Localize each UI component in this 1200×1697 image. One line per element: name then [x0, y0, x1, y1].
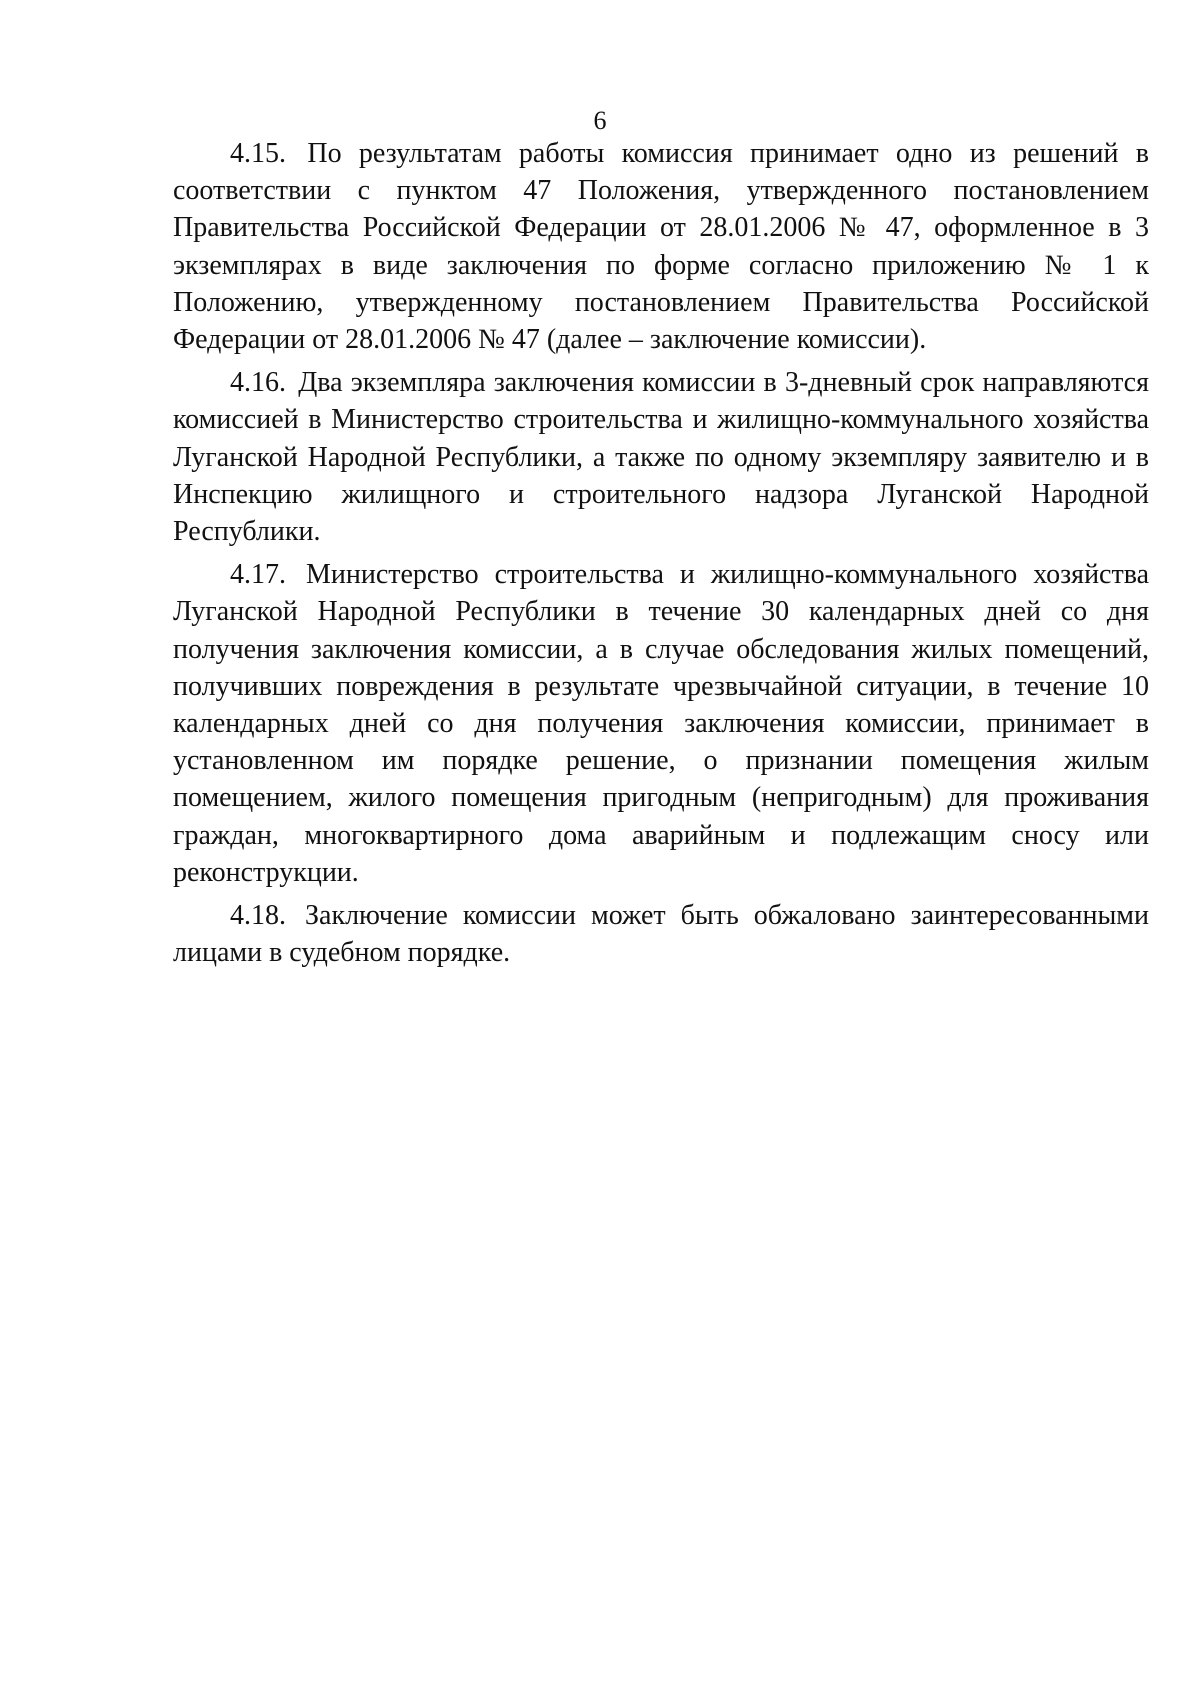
- paragraph-4-15: [173, 135, 1149, 358]
- paragraph-4-17: [173, 556, 1149, 891]
- paragraph-text: По результатам работы комиссия принимает одно из решений в соответствии с пунктом 47 Положения, утвержденного постановлением Правительства Российской Федерации от 28.01.2006 № 47, оформленное в 3 экземплярах в виде заключения по форме согласно приложению № 1 к Положению, утвержденному постановлением Правительства Российской Федерации от 28.01.2006 № 47 (далее – заключение комиссии).: [173, 138, 1150, 356]
- paragraph-4-16: [173, 364, 1149, 550]
- paragraph-text: Заключение комиссии может быть обжаловано заинтересованными лицами в судебном порядке.: [173, 900, 1150, 969]
- page-number: 6: [593, 106, 607, 135]
- paragraph-number: 4.18.: [230, 900, 286, 932]
- paragraph-4-18: [173, 897, 1149, 971]
- document-body: [173, 135, 1149, 977]
- paragraph-number: 4.15.: [230, 138, 286, 169]
- paragraph-number: 4.16.: [230, 367, 286, 399]
- paragraph-number: 4.17.: [230, 559, 286, 591]
- paragraph-text: Министерство строительства и жилищно-коммунального хозяйства Луганской Народной Республики в течение 30 календарных дней со дня получения заключения комиссии, а в случае обследования жилых помещений, получивших повреждения в результате чрезвычайной ситуации, в течение 10 календарных дней со дня получения заключения комиссии, принимает в установленном им порядке решение, о признании помещения жилым помещением, жилого помещения пригодным (непригодным) для проживания граждан, многоквартирного дома аварийным и подлежащим сносу или реконструкции.: [173, 559, 1149, 888]
- paragraph-text: Два экземпляра заключения комиссии в 3-дневный срок направляются комиссией в Министерство строительства и жилищно-коммунального хозяйства Луганской Народной Республики, а также по одному экземпляру заявителю и в Инспекцию жилищного и строительного надзора Луганской Народной Республики.: [173, 367, 1149, 548]
